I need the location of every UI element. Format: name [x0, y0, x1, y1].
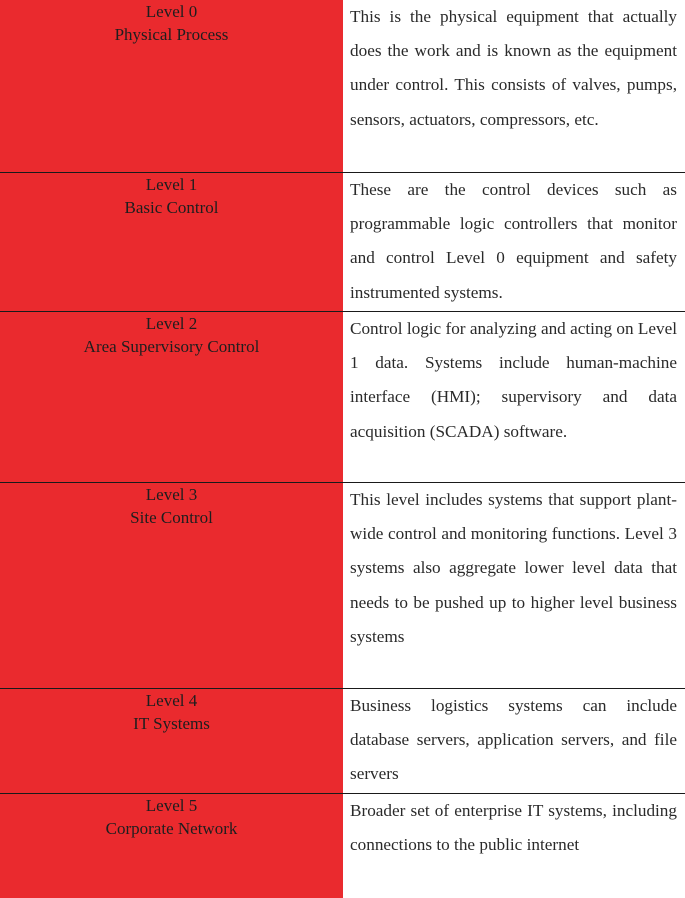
level-name: Site Control — [130, 508, 213, 527]
level-number: Level 2 — [145, 314, 198, 333]
level-number: Level 3 — [145, 485, 198, 504]
level-description: This is the physical equipment that actually does the work and is known as the equipment under control. This consists of valves, pumps, sensors, actuators, compressors, etc. — [350, 7, 677, 129]
level-number: Level 0 — [145, 2, 198, 21]
table-row-level-2 — [0, 312, 685, 483]
level-number: Level 5 — [145, 796, 198, 815]
level-description: Control logic for analyzing and acting on Level 1 data. Systems include human-machine interface (HMI); supervisory and data acquisition (SCADA) software. — [350, 319, 677, 441]
level-description: These are the control devices such as programmable logic controllers that monitor and control Level 0 equipment and safety instrumented systems. — [350, 180, 677, 302]
level-name: IT Systems — [133, 714, 210, 733]
table-row-level-4 — [0, 689, 685, 794]
level-name: Physical Process — [114, 25, 229, 44]
table-row-level-0 — [0, 0, 685, 173]
level-number: Level 1 — [145, 175, 198, 194]
level-number: Level 4 — [145, 691, 198, 710]
table-row-level-1 — [0, 173, 685, 312]
level-cell — [0, 0, 343, 172]
level-cell — [0, 173, 343, 311]
table-row-level-3 — [0, 483, 685, 689]
level-description: Business logistics systems can include database servers, application servers, and file servers — [350, 696, 677, 784]
level-description: This level includes systems that support plant-wide control and monitoring functions. Level 3 systems also aggregate lower level data that needs to be pushed up to higher level business systems — [350, 490, 677, 646]
level-description: Broader set of enterprise IT systems, including connections to the public internet — [350, 801, 677, 855]
level-name: Area Supervisory Control — [83, 337, 260, 356]
level-name: Basic Control — [124, 198, 219, 217]
level-cell — [0, 689, 343, 793]
level-name: Corporate Network — [105, 819, 238, 838]
table-row-level-5 — [0, 794, 685, 898]
level-cell — [0, 483, 343, 688]
level-cell — [0, 312, 343, 482]
level-cell — [0, 794, 343, 898]
